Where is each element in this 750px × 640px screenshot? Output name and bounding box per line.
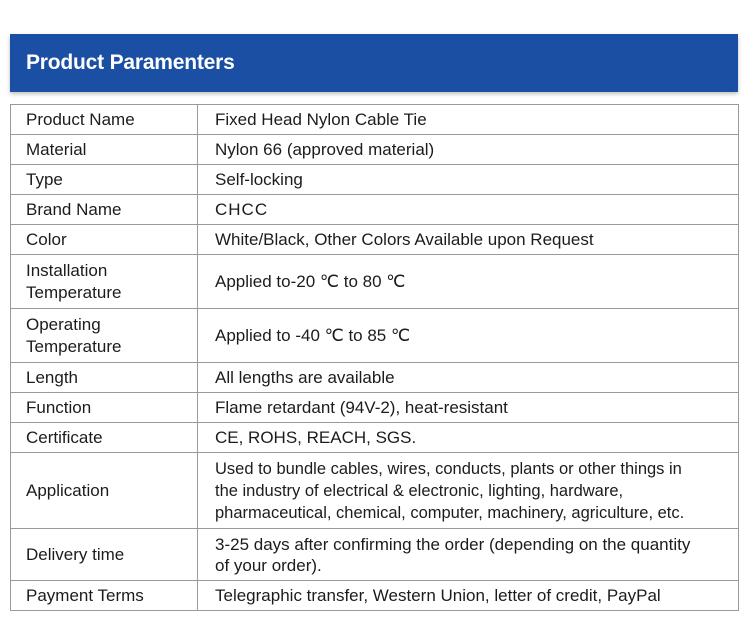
row-value: CHCC [198,195,739,225]
parameters-table [10,104,739,611]
table-row [11,453,739,529]
table-row [11,581,739,611]
table-row [11,423,739,453]
table-row [11,195,739,225]
row-value: Self-locking [198,165,739,195]
row-value: CE, ROHS, REACH, SGS. [198,423,739,453]
row-label: Brand Name [11,195,198,225]
row-value: Telegraphic transfer, Western Union, letter of credit, PayPal [198,581,739,611]
row-value: 3-25 days after confirming the order (depending on the quantity of your order). [198,529,739,581]
row-label: Delivery time [11,529,198,581]
row-value: All lengths are available [198,363,739,393]
row-label: Material [11,135,198,165]
table-row [11,105,739,135]
table-row [11,529,739,581]
row-label: Payment Terms [11,581,198,611]
row-label: Color [11,225,198,255]
row-label: Product Name [11,105,198,135]
section-title: Product Paramenters [26,51,235,74]
table-row [11,165,739,195]
row-value: Used to bundle cables, wires, conducts, plants or other things in the industry of electrical & electronic, lighting, hardware, pharmaceutical, chemical, computer, machinery, agriculture, etc. [198,453,739,529]
table-row [11,225,739,255]
table-row [11,255,739,309]
row-value: Flame retardant (94V-2), heat-resistant [198,393,739,423]
row-label: Installation Temperature [11,255,198,309]
table-row [11,363,739,393]
table-row [11,135,739,165]
row-label: Application [11,453,198,529]
row-label: Type [11,165,198,195]
row-value: Applied to -40 ℃ to 85 ℃ [198,309,739,363]
table-row [11,309,739,363]
table-row [11,393,739,423]
row-label: Certificate [11,423,198,453]
row-value: Applied to-20 ℃ to 80 ℃ [198,255,739,309]
row-value: Nylon 66 (approved material) [198,135,739,165]
row-value: White/Black, Other Colors Available upon Request [198,225,739,255]
section-header [10,34,738,92]
row-label: Length [11,363,198,393]
row-label: Operating Temperature [11,309,198,363]
row-label: Function [11,393,198,423]
row-value: Fixed Head Nylon Cable Tie [198,105,739,135]
